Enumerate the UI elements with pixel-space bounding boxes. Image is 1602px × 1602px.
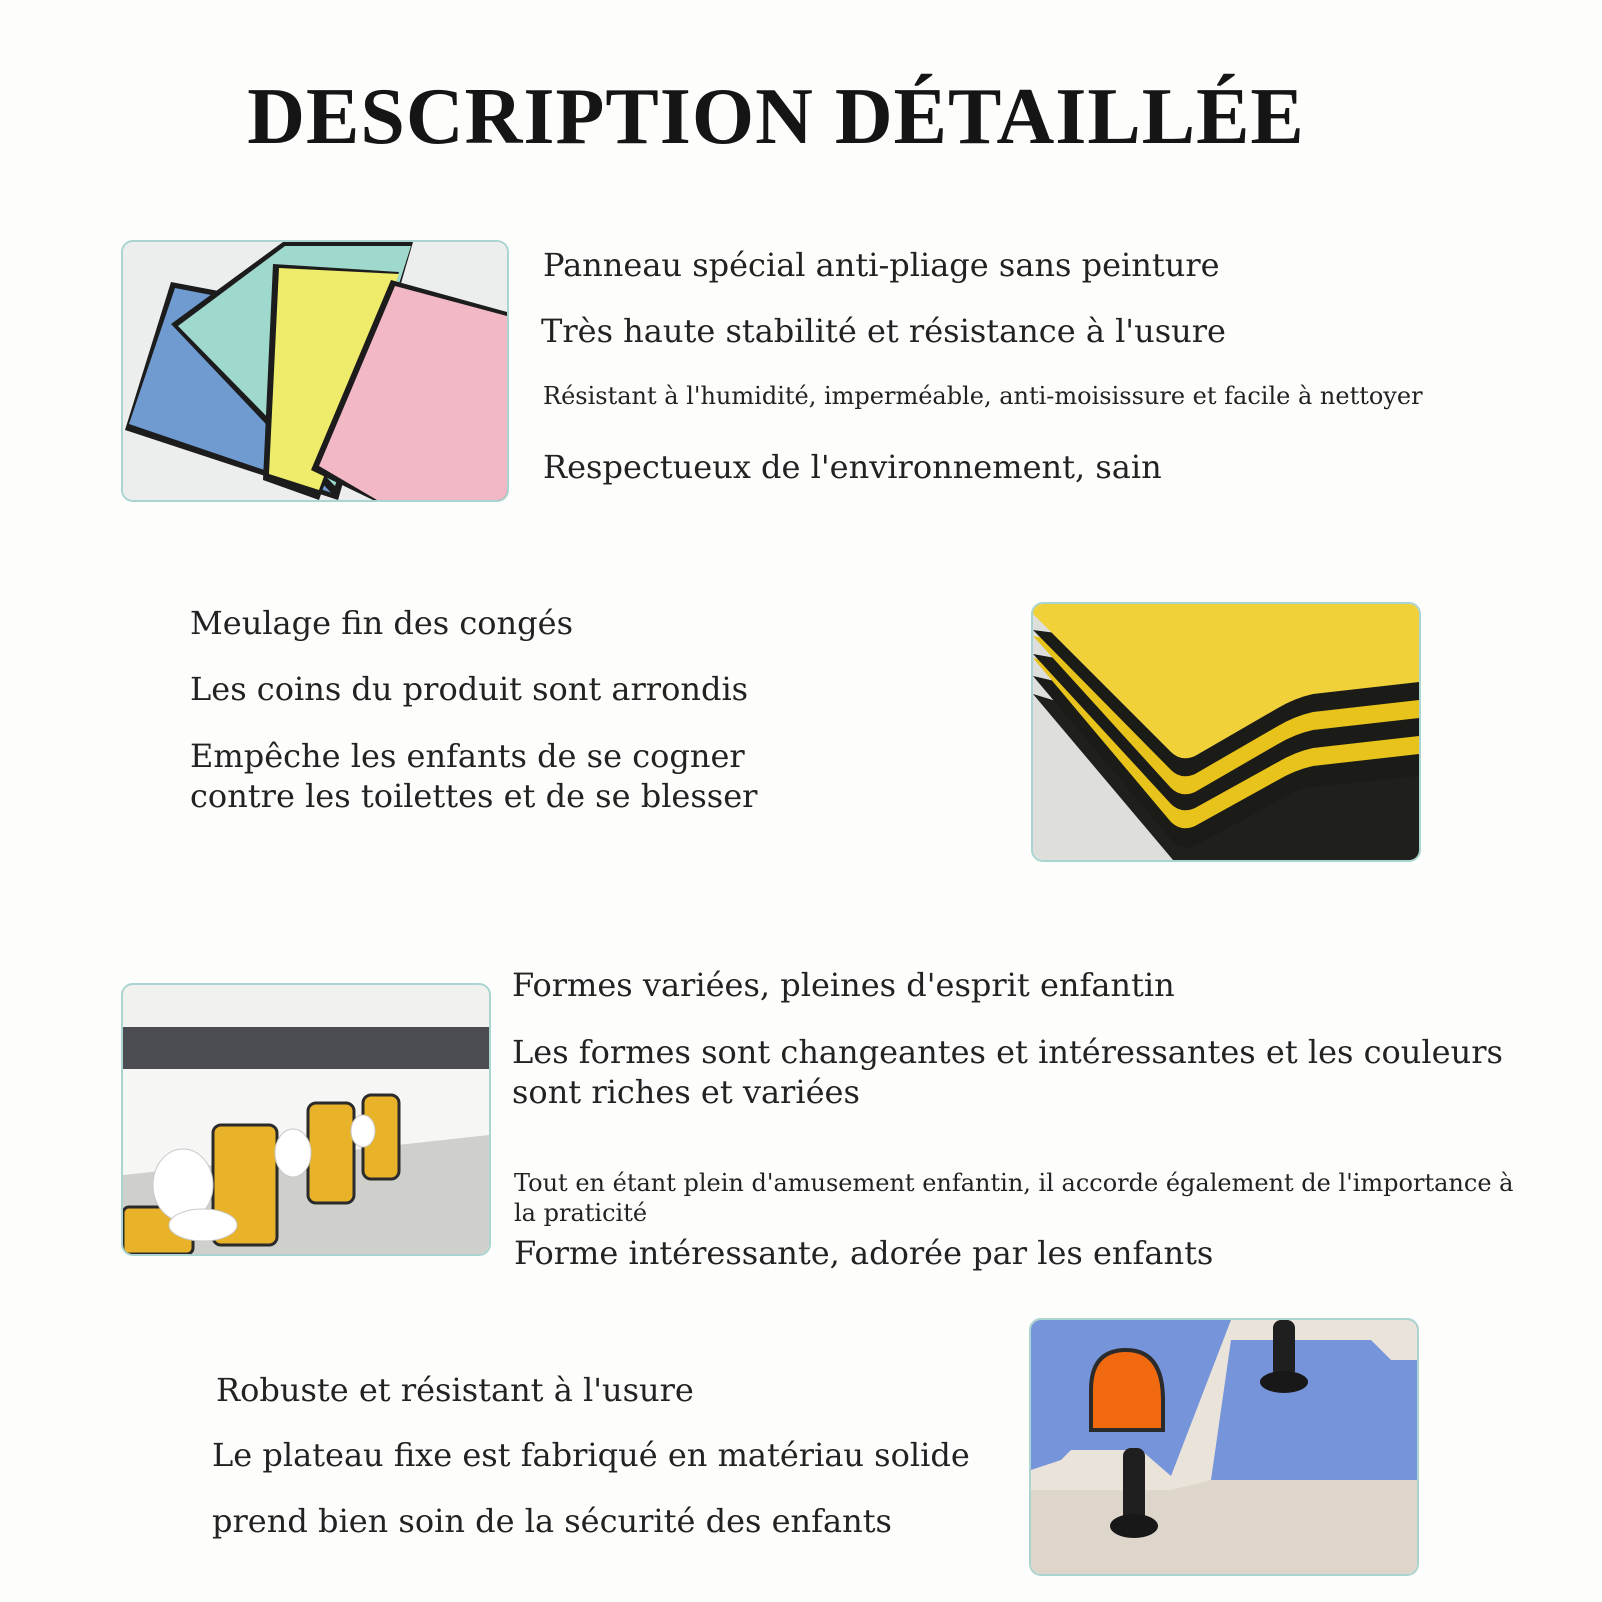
colored-panels-photo: [121, 240, 509, 502]
feature-line: Très haute stabilité et résistance à l'usure: [541, 312, 1226, 350]
feature-line: Le plateau fixe est fabriqué en matériau solide: [212, 1436, 970, 1474]
feature-line: Les coins du produit sont arrondis: [190, 670, 749, 708]
feature-line: contre les toilettes et de se blesser: [190, 777, 758, 815]
feature-line: Panneau spécial anti-pliage sans peinture: [543, 246, 1220, 284]
feature-line: Robuste et résistant à l'usure: [216, 1371, 694, 1409]
feature-line: Forme intéressante, adorée par les enfants: [514, 1234, 1214, 1272]
kids-toilet-partitions-photo: [121, 983, 491, 1256]
rounded-corner-panels-photo: [1031, 602, 1421, 862]
feature-line: Meulage fin des congés: [190, 604, 573, 642]
feature-line: Résistant à l'humidité, imperméable, anti-moisissure et facile à nettoyer: [543, 382, 1423, 410]
feature-line: Formes variées, pleines d'esprit enfantin: [512, 966, 1175, 1004]
feature-line: Les formes sont changeantes et intéressantes et les couleurs sont riches et variées: [512, 1033, 1503, 1111]
feature-line: Tout en étant plein d'amusement enfantin, il accorde également de l'importance à la praticité: [514, 1169, 1514, 1227]
feature-line: Respectueux de l'environnement, sain: [543, 448, 1162, 486]
feature-line: prend bien soin de la sécurité des enfants: [212, 1502, 892, 1540]
feature-line: Empêche les enfants de se cogner: [190, 737, 745, 775]
page-title: DESCRIPTION DÉTAILLÉE: [247, 73, 1305, 161]
partition-support-legs-photo: [1029, 1318, 1419, 1576]
